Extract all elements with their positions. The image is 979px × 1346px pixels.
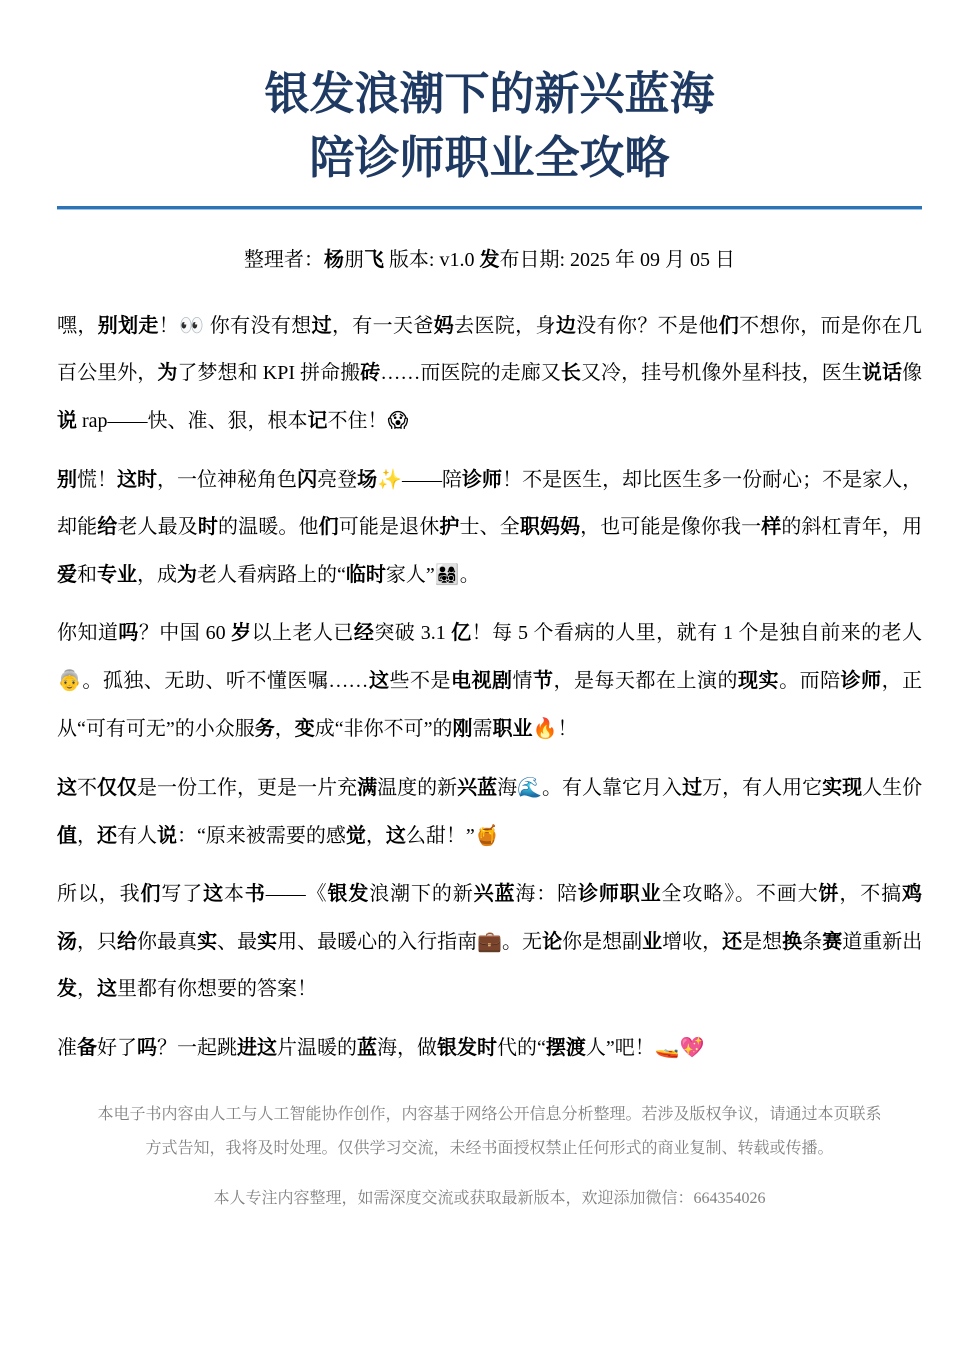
body-paragraph: 所以，我们写了这本书——《银发浪潮下的新兴蓝海：陪诊师职业全攻略》。不画大饼，不搞鸡汤，只给你最真实、最实用、最暖心的入行指南💼。无论你是想副业增收，还是想换条赛道重新出发，这里都有你想要的答案！ [57,883,923,1000]
footer-disclaimer: 本电子书内容由人工与人工智能协作创作，内容基于网络公开信息分析整理。若涉及版权争议，请通过本页联系方式告知，我将及时处理。仅供学习交流，未经书面授权禁止任何形式的商业复制、转载或传播。 [97,1106,882,1157]
sparkling-heart-emoji: 💖 [679,1035,705,1059]
doc-title [57,62,922,190]
fire-emoji: 🔥 [532,716,558,740]
body-paragraph: 准备好了吗？一起跳进这片温暖的蓝海，做银发时代的“摆渡人”吧！🚤💖 [57,1035,705,1059]
briefcase-emoji: 💼 [477,929,503,953]
body-paragraph: 嘿，别划走！👀 你有没有想过，有一天爸妈去医院，身边没有你？不是他们不想你，而是你在几百公里外，为了梦想和 KPI 拼命搬砖……而医院的走廊又长又冷，挂号机像外星科技，医生说话像说 rap——快、准、狠，根本记不住！😱 [57,313,923,432]
footer-contact: 本人专注内容整理，如需深度交流或获取最新版本，欢迎添加微信：664354026 [213,1190,766,1207]
honey-pot-emoji: 🍯 [474,823,500,847]
scream-face-emoji: 😱 [387,408,409,432]
sparkles-emoji: ✨ [377,467,403,491]
body-paragraph: 别慌！这时，一位神秘角色闪亮登场✨——陪诊师！不是医生，却比医生多一份耐心；不是家人，却能给老人最及时的温暖。他们可能是退休护士、全职妈妈，也可能是像你我一样的斜杠青年，用爱和专业，成为老人看病路上的“临时家人”👨‍👩‍👧‍👦。 [57,467,923,586]
eyes-emoji: 👀 [179,313,205,337]
body-paragraphs [57,302,922,1072]
family-emoji: 👨‍👩‍👧‍👦 [434,562,460,586]
body-paragraph: 这不仅仅是一份工作，更是一片充满温度的新兴蓝海🌊。有人靠它月入过万，有人用它实现人生价值，还有人说：“原来被需要的感觉，这么甜！”🍯 [57,775,923,847]
doc-title-line2: 陪诊师职业全攻略 [309,132,670,183]
title-divider [57,206,922,210]
body-paragraph: 你知道吗？中国 60 岁以上老人已经突破 3.1 亿！每 5 个看病的人里，就有 1 个是独自前来的老人👵。孤独、无助、听不懂医嘱……这些不是电视剧情节，是每天都在上演的现实。而陪诊师，正从“可有可无”的小众服务，变成“非你不可”的刚需职业🔥！ [57,622,923,740]
doc-title-line1: 银发浪潮下的新兴蓝海 [264,68,715,119]
meta-line: 整理者：杨朋飞 版本: v1.0 发布日期: 2025 年 09 月 05 日 [243,249,736,271]
boat-emoji: 🚤 [654,1035,680,1059]
wave-emoji: 🌊 [517,775,543,799]
older-person-emoji: 👵 [57,668,83,692]
